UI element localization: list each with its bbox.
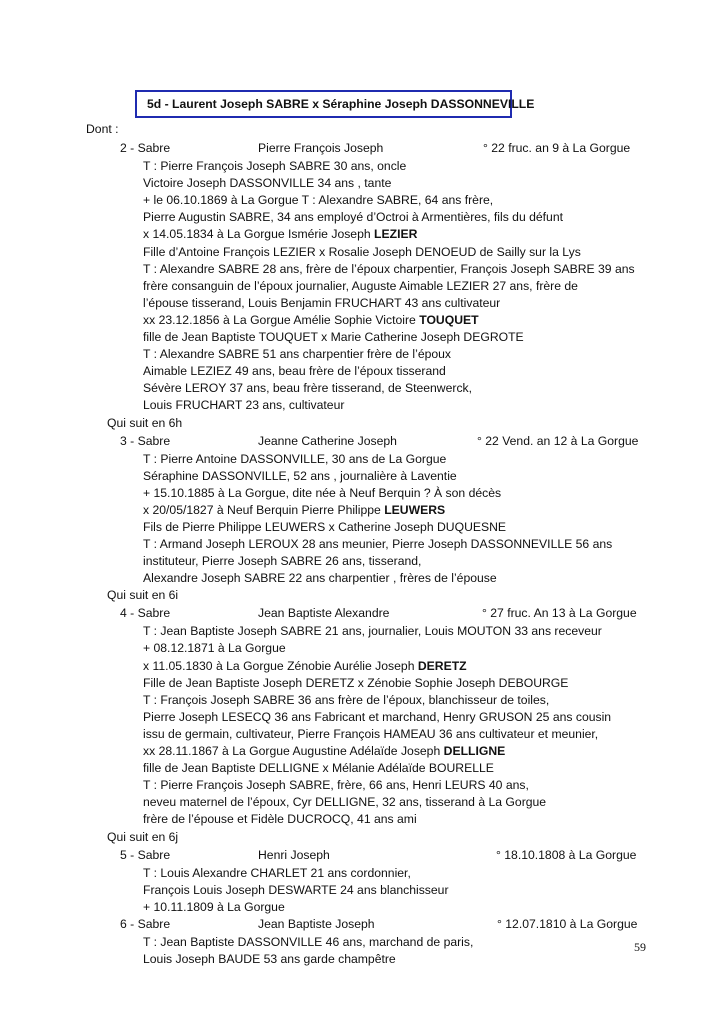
- detail-text: François Louis Joseph DESWARTE 24 ans blanchisseur: [143, 882, 449, 897]
- detail-text: T : Pierre Antoine DASSONVILLE, 30 ans de La Gorgue: [143, 451, 447, 466]
- child-given-names: Henri Joseph: [258, 847, 330, 862]
- detail-text: T : Alexandre SABRE 51 ans charpentier frère de l’époux: [143, 347, 452, 362]
- detail-line: [143, 570, 497, 586]
- detail-text: T : Louis Alexandre CHARLET 21 ans cordonnier,: [143, 865, 411, 880]
- detail-line: [143, 175, 391, 191]
- spouse-surname: LEZIER: [374, 227, 418, 242]
- detail-line: [143, 623, 602, 639]
- detail-line: [143, 468, 457, 484]
- detail-line: [143, 743, 505, 759]
- detail-text: neveu maternel de l’époux, Cyr DELLIGNE, 32 ans, tisserand à La Gorgue: [143, 795, 547, 810]
- detail-line: [143, 726, 598, 742]
- detail-text: T : Jean Baptiste DASSONVILLE 46 ans, marchand de paris,: [143, 934, 474, 949]
- detail-line: [143, 536, 612, 552]
- detail-line: [143, 675, 568, 691]
- dont-label: Dont :: [86, 122, 119, 136]
- detail-line: [143, 397, 344, 413]
- detail-text: Fille de Jean Baptiste Joseph DERETZ x Zénobie Sophie Joseph DEBOURGE: [143, 675, 569, 690]
- detail-line: [143, 709, 611, 725]
- detail-text: + le 06.10.1869 à La Gorgue T : Alexandre SABRE, 64 ans frère,: [143, 193, 494, 208]
- detail-line: [143, 380, 472, 396]
- detail-line: [143, 865, 411, 881]
- detail-line: [143, 640, 286, 656]
- detail-line: [143, 553, 421, 569]
- detail-line: [143, 777, 529, 793]
- page-number: 59: [634, 940, 646, 954]
- detail-line: [143, 485, 501, 501]
- child-given-names: Jean Baptiste Joseph: [258, 916, 375, 931]
- detail-text: x 11.05.1830 à La Gorgue Zénobie Aurélie Joseph: [143, 658, 418, 673]
- detail-text: issu de germain, cultivateur, Pierre François HAMEAU 36 ans cultivateur et meunier,: [143, 726, 599, 741]
- detail-line: [143, 692, 549, 708]
- detail-text: frère consanguin de l’époux journalier, Auguste Aimable LEZIER 27 ans, frère de: [143, 278, 578, 293]
- detail-text: T : Alexandre SABRE 28 ans, frère de l’époux charpentier, François Joseph SABRE 39 ans: [143, 261, 635, 276]
- child-given-names: Jean Baptiste Alexandre: [258, 606, 390, 621]
- detail-line: [143, 519, 506, 535]
- detail-text: T : Armand Joseph LEROUX 28 ans meunier, Pierre Joseph DASSONNEVILLE 56 ans: [143, 537, 613, 551]
- detail-text: T : François Joseph SABRE 36 ans frère de l’époux, blanchisseur de toiles,: [143, 692, 550, 707]
- detail-text: + 10.11.1809 à La Gorgue: [143, 899, 285, 914]
- detail-line: [143, 363, 446, 379]
- detail-text: Aimable LEZIEZ 49 ans, beau frère de l’époux tisserand: [143, 364, 446, 379]
- detail-text: frère de l’épouse et Fidèle DUCROCQ, 41 ans ami: [143, 812, 417, 827]
- detail-line: [143, 760, 494, 776]
- detail-text: Alexandre Joseph SABRE 22 ans charpentier , frères de l’épouse: [143, 571, 497, 586]
- detail-line: [143, 312, 479, 328]
- child-number: 4 - Sabre: [120, 606, 171, 621]
- detail-text: xx 23.12.1856 à La Gorgue Amélie Sophie Victoire: [143, 312, 420, 327]
- child-birth: ° 22 Vend. an 12 à La Gorgue: [477, 433, 639, 448]
- spouse-surname: DERETZ: [417, 658, 467, 673]
- detail-line: [143, 226, 417, 242]
- detail-line: [143, 658, 467, 674]
- detail-line: [143, 882, 449, 898]
- detail-line: [143, 295, 500, 311]
- detail-text: Victoire Joseph DASSONVILLE 34 ans , tante: [143, 176, 392, 191]
- detail-text: Louis Joseph BAUDE 53 ans garde champêtre: [143, 951, 396, 966]
- child-birth: ° 27 fruc. An 13 à La Gorgue: [482, 606, 637, 621]
- detail-text: fille de Jean Baptiste TOUQUET x Marie Catherine Joseph DEGROTE: [143, 330, 524, 344]
- detail-line: [143, 261, 635, 277]
- detail-text: Pierre Augustin SABRE, 34 ans employé d’Octroi à Armentières, fils du défunt: [143, 210, 564, 225]
- child-number: 5 - Sabre: [120, 847, 171, 862]
- detail-line: [143, 794, 546, 810]
- detail-line: [143, 502, 445, 518]
- detail-line: [143, 451, 446, 467]
- child-number: 6 - Sabre: [120, 916, 171, 931]
- detail-text: + 15.10.1885 à La Gorgue, dite née à Neuf Berquin ? À son décès: [143, 485, 502, 500]
- child-number: 2 - Sabre: [120, 141, 171, 155]
- detail-line: [143, 192, 493, 208]
- child-given-names: Pierre François Joseph: [258, 141, 384, 155]
- detail-text: Pierre Joseph LESECQ 36 ans Fabricant et marchand, Henry GRUSON 25 ans cousin: [143, 709, 612, 724]
- child-birth: ° 12.07.1810 à La Gorgue: [497, 916, 638, 931]
- detail-line: [143, 811, 417, 827]
- detail-line: [143, 346, 451, 362]
- detail-text: Louis FRUCHART 23 ans, cultivateur: [143, 398, 345, 413]
- detail-text: + 08.12.1871 à La Gorgue: [143, 641, 286, 656]
- detail-text: instituteur, Pierre Joseph SABRE 26 ans, tisserand,: [143, 554, 422, 569]
- child-number: 3 - Sabre: [120, 433, 171, 448]
- detail-text: x 20/05/1827 à Neuf Berquin Pierre Philippe: [143, 502, 385, 517]
- spouse-surname: LEUWERS: [384, 502, 446, 517]
- detail-line: [143, 209, 563, 225]
- detail-line: [143, 951, 396, 967]
- detail-text: l’épouse tisserand, Louis Benjamin FRUCHART 43 ans cultivateur: [143, 295, 501, 310]
- child-given-names: Jeanne Catherine Joseph: [258, 433, 397, 448]
- detail-text: T : Pierre François Joseph SABRE, frère, 66 ans, Henri LEURS 40 ans,: [143, 778, 529, 793]
- detail-line: [143, 278, 578, 294]
- detail-text: T : Jean Baptiste Joseph SABRE 21 ans, journalier, Louis MOUTON 33 ans receveur: [143, 624, 602, 639]
- spouse-surname: TOUQUET: [419, 312, 479, 327]
- detail-text: Fille d’Antoine François LEZIER x Rosalie Joseph DENOEUD de Sailly sur la Lys: [143, 244, 581, 259]
- page-title: 5d - Laurent Joseph SABRE x Séraphine Joseph DASSONNEVILLE: [147, 97, 535, 111]
- detail-line: [143, 244, 581, 260]
- detail-line: [143, 158, 406, 174]
- follow-reference: Qui suit en 6h: [107, 415, 183, 430]
- detail-text: x 14.05.1834 à La Gorgue Ismérie Joseph: [143, 227, 375, 242]
- detail-text: Sévère LEROY 37 ans, beau frère tisserand, de Steenwerck,: [143, 381, 473, 396]
- spouse-surname: DELLIGNE: [443, 744, 506, 758]
- detail-text: Fils de Pierre Philippe LEUWERS x Catherine Joseph DUQUESNE: [143, 519, 507, 534]
- detail-text: T : Pierre François Joseph SABRE 30 ans, oncle: [143, 159, 407, 173]
- detail-line: [143, 934, 473, 950]
- detail-text: fille de Jean Baptiste DELLIGNE x Mélanie Adélaïde BOURELLE: [143, 761, 494, 776]
- follow-reference: Qui suit en 6i: [107, 588, 179, 603]
- detail-text: Séraphine DASSONVILLE, 52 ans , journalière à Laventie: [143, 468, 457, 483]
- child-birth: ° 22 fruc. an 9 à La Gorgue: [483, 141, 631, 155]
- child-birth: ° 18.10.1808 à La Gorgue: [496, 847, 637, 862]
- detail-line: [143, 899, 285, 915]
- detail-text: xx 28.11.1867 à La Gorgue Augustine Adélaïde Joseph: [143, 744, 444, 758]
- follow-reference: Qui suit en 6j: [107, 829, 179, 844]
- detail-line: [143, 329, 524, 345]
- title-box: [135, 90, 535, 118]
